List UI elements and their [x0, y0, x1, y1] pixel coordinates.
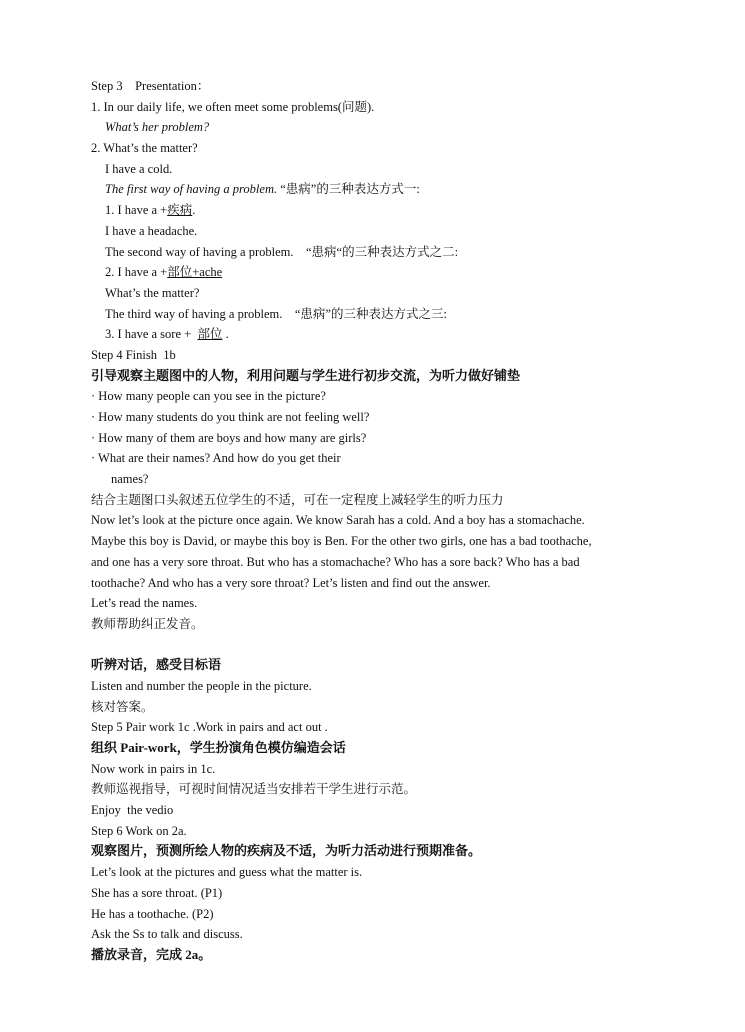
text-span: 2. I have a +: [105, 265, 168, 280]
bold-instruction: 引导观察主题图中的人物，利用问题与学生进行初步交流，为听力做好铺垫: [91, 367, 521, 383]
text-span: .: [222, 327, 229, 342]
text-line: 结合主题图口头叙述五位学生的不适，可在一定程度上减轻学生的听力压力: [91, 492, 504, 507]
text-line: Enjoy the vedio: [91, 803, 174, 818]
bullet-question: · How many people can you see in the picture?: [91, 389, 326, 404]
bold-instruction: 组织 Pair-work，学生扮演角色模仿编造会话: [91, 740, 346, 755]
text-span: “患病”的三种表达方式一:: [277, 182, 420, 197]
bullet-question: · How many students do you think are not feeling well?: [91, 410, 370, 424]
step-4-heading: Step 4 Finish 1b: [91, 347, 176, 362]
bold-instruction: 听辨对话，感受目标语: [91, 657, 222, 673]
text-line: [0, 179, 745, 200]
text-span: 1. I have a +: [105, 203, 168, 218]
underlined-term: 部位: [197, 327, 223, 342]
text-line: 教师帮助纠正发音。: [91, 616, 204, 631]
text-line: Now work in pairs in 1c.: [91, 761, 216, 776]
underlined-term: 部位+ache: [167, 265, 223, 280]
document-body: [0, 76, 745, 966]
text-span: .: [192, 203, 196, 218]
text-line: The second way of having a problem. “患病“的三种表达方式之二:: [105, 244, 459, 259]
bold-instruction: 观察图片，预测所绘人物的疾病及不适，为听力活动进行预期准备。: [91, 843, 482, 859]
text-span: The first way of having a problem.: [105, 182, 278, 197]
text-line: 2. What’s the matter?: [91, 141, 198, 156]
text-line: [0, 324, 745, 345]
text-line: [0, 262, 745, 283]
text-line: [0, 200, 745, 221]
bullet-question: · How many of them are boys and how many are girls?: [91, 430, 367, 445]
text-line: names?: [111, 472, 149, 487]
text-line: 教师巡视指导，可视时间情况适当安排若干学生进行示范。: [91, 782, 417, 797]
text-line: Let’s read the names.: [91, 596, 198, 611]
blank-line: [0, 635, 745, 656]
text-line: What’s her problem?: [105, 120, 210, 135]
underlined-term: 疾病: [167, 203, 193, 218]
text-span: 3. I have a sore +: [105, 327, 198, 342]
text-line: I have a cold.: [105, 161, 173, 176]
text-line: 核对答案。: [91, 699, 154, 714]
text-line: He has a toothache. (P2): [91, 906, 214, 921]
bold-instruction: 播放录音，完成 2a。: [91, 946, 212, 962]
step-6-heading: Step 6 Work on 2a.: [91, 823, 187, 838]
text-line: Let’s look at the pictures and guess what the matter is.: [91, 865, 363, 880]
text-line: Listen and number the people in the picture.: [91, 678, 312, 693]
text-line: Ask the Ss to talk and discuss.: [91, 927, 243, 942]
text-line: I have a headache.: [105, 223, 198, 238]
bullet-question: · What are their names? And how do you get their: [91, 451, 341, 466]
text-line: Now let’s look at the picture once again. We know Sarah has a cold. And a boy has a stomachache.: [91, 513, 585, 528]
step-3-heading: Step 3 Presentation：: [91, 79, 210, 93]
text-line: She has a sore throat. (P1): [91, 885, 223, 900]
text-line: toothache? And who has a very sore throat? Let’s listen and find out the answer.: [91, 575, 491, 590]
step-5-heading: Step 5 Pair work 1c .Work in pairs and act out .: [91, 720, 328, 735]
text-line: Maybe this boy is David, or maybe this boy is Ben. For the other two girls, one has a bad toothache,: [91, 534, 592, 549]
text-line: 1. In our daily life, we often meet some problems(问题).: [91, 99, 375, 114]
text-line: and one has a very sore throat. But who has a stomachache? Who has a sore back? Who has a bad: [91, 554, 580, 569]
text-line: The third way of having a problem. “患病”的三种表达方式之三:: [105, 306, 447, 321]
text-line: What’s the matter?: [105, 285, 200, 300]
